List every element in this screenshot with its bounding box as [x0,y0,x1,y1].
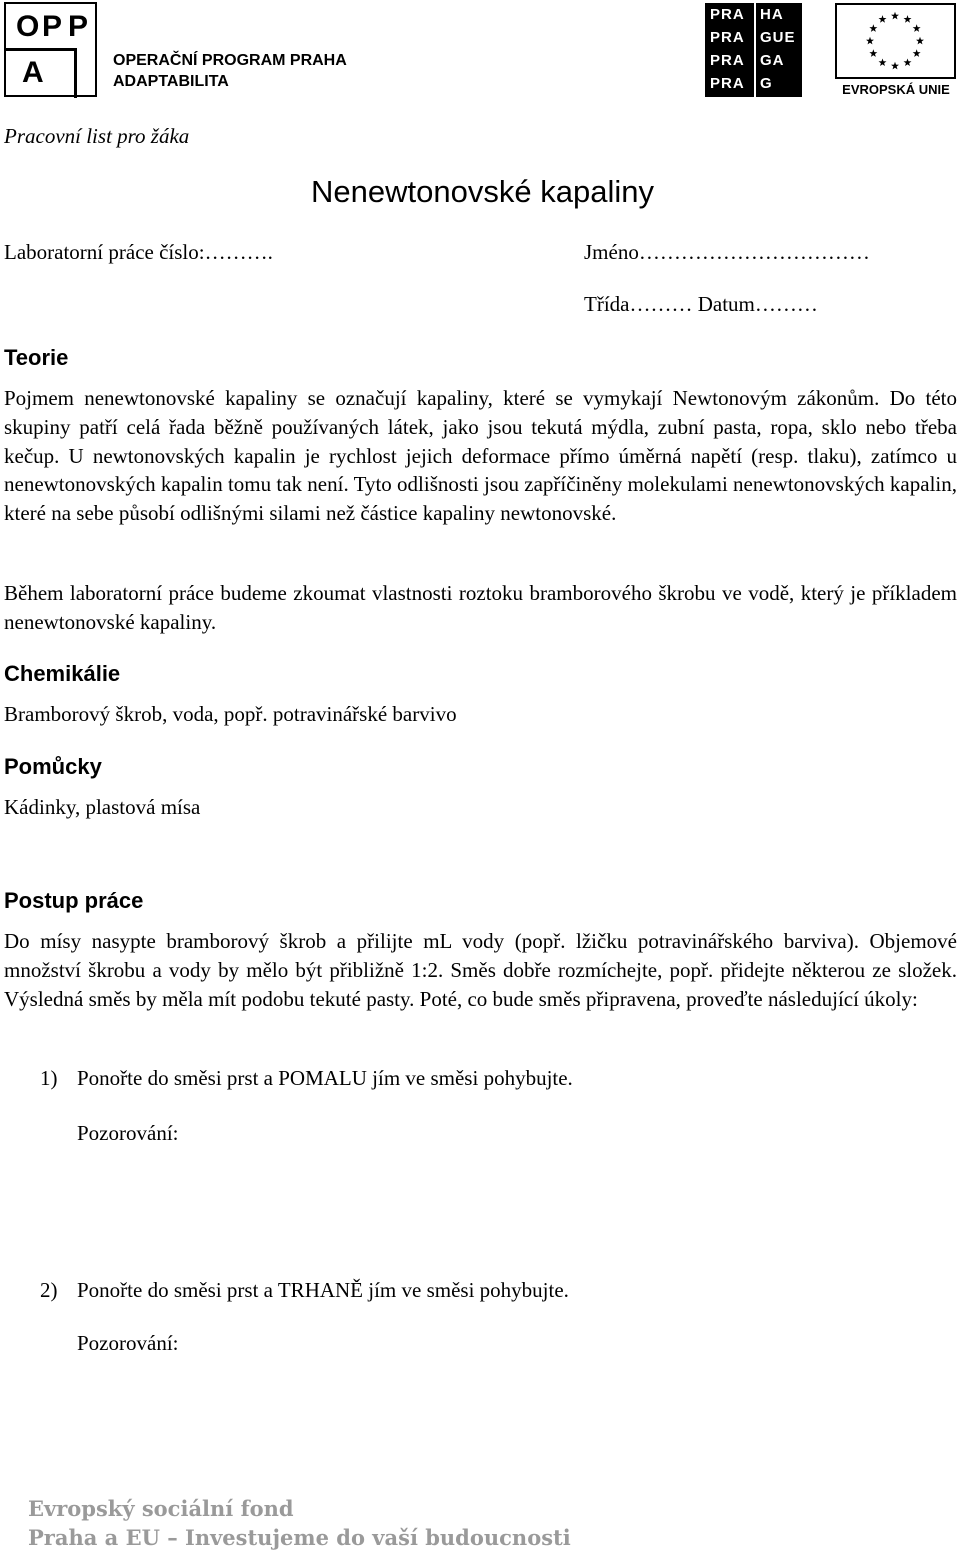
page-title: Nenewtonovské kapaliny [311,174,654,209]
lab-number-field: Laboratorní práce číslo:………. [4,240,273,264]
opp-logo-letter: P [42,10,63,43]
section-heading-procedure: Postup práce [4,888,144,913]
eu-star-icon [904,58,912,66]
praha-logo-cell: GA [760,52,785,69]
theory-paragraph: Během laboratorní práce budeme zkoumat vlastnosti roztoku bramborového škrobu ve vodě, který je příkladem nenewtonovské kapaliny. [4,581,957,634]
eu-star-icon [866,37,874,45]
opp-logo-line: OPERAČNÍ PROGRAM PRAHA [113,52,347,69]
footer [28,1494,571,1552]
name-field: Jméno…………………………… [584,240,870,264]
section-heading-chemicals: Chemikálie [4,661,121,686]
eu-star-icon [879,15,887,23]
opp-logo-divider [74,48,77,98]
class-date-field: Třída……… Datum……… [584,292,818,316]
opp-logo-letter: O [16,10,40,43]
opp-logo-text [113,50,347,92]
eu-star-icon [913,24,921,32]
praha-logo-cell: PRA [710,75,745,92]
eu-label: EVROPSKÁ UNIE [842,82,950,97]
praha-logo-cell: PRA [710,52,745,69]
praha-logo-cell: HA [760,6,784,23]
chemicals-text: Bramborový škrob, voda, popř. potravinářské barvivo [4,702,457,726]
tools-text: Kádinky, plastová mísa [4,795,201,819]
task-observation-label: Pozorování: [77,1121,179,1145]
theory-paragraph: Pojmem nenewtonovské kapaliny se označují kapaliny, které se vymykají Newtonovým zákonům. Do této skupiny patří celá řada běžně používaných látek, jako jsou tekutá mýdla, zubní pasta, ropa, sklo nebo třeba kečup. U newtonovských kapalin je rychlost jejich deformace přímo úměrná napětí (resp. tlaku), zatímco u nenewtonovských kapalin tomu tak není. Tyto odlišnosti jsou zapříčiněny molekulami nenewtonovských kapalin, které na sebe působí odlišnými silami než částice kapaliny newtonovské. [4,386,957,526]
task-number: 2) [40,1278,58,1302]
opp-logo-letter: P [68,10,89,43]
eu-star-icon [869,24,877,32]
eu-star-icon [913,49,921,57]
opp-logo-divider [6,48,76,51]
section-heading-tools: Pomůcky [4,754,102,779]
eu-stars-icon [837,5,954,77]
opp-logo-line: ADAPTABILITA [113,73,229,90]
praha-logo-cell: PRA [710,6,745,23]
task-observation-label: Pozorování: [77,1331,179,1355]
task-number: 1) [40,1066,58,1090]
procedure-paragraph: Do mísy nasypte bramborový škrob a přilijte mL vody (popř. lžičku potravinářského barviva). Objemové množství škrobu a vody by mělo být přibližně 1:2. Směs dobře rozmíchejte, popř. přidejte některou ze složek. Výsledná směs by měla mít podobu tekuté pasty. Poté, co bude směs připravena, proveďte následující úkoly: [4,929,957,1011]
worksheet-label: Pracovní list pro žáka [4,124,190,148]
eu-star-icon [904,15,912,23]
praha-logo-cell: PRA [710,29,745,46]
praha-logo-separator [754,3,756,97]
praha-logo-cell: GUE [760,29,796,46]
eu-flag [835,3,956,79]
opp-logo-letter: A [22,56,44,89]
theory-section-continued [4,579,957,637]
task-text: Ponořte do směsi prst a TRHANĚ jím ve směsi pohybujte. [77,1278,569,1302]
eu-star-icon [879,58,887,66]
opp-logo [4,2,97,97]
procedure-section [4,927,957,1013]
eu-star-icon [916,37,924,45]
task-text: Ponořte do směsi prst a POMALU jím ve směsi pohybujte. [77,1066,573,1090]
theory-section [4,384,957,528]
footer-line: Praha a EU – Investujeme do vaší budoucnosti [28,1525,571,1550]
praha-logo [705,3,802,97]
praha-logo-cell: G [760,75,773,92]
eu-star-icon [891,12,899,20]
eu-star-icon [891,62,899,70]
eu-star-icon [869,49,877,57]
footer-line: Evropský sociální fond [28,1496,294,1521]
section-heading-theory: Teorie [4,345,69,370]
